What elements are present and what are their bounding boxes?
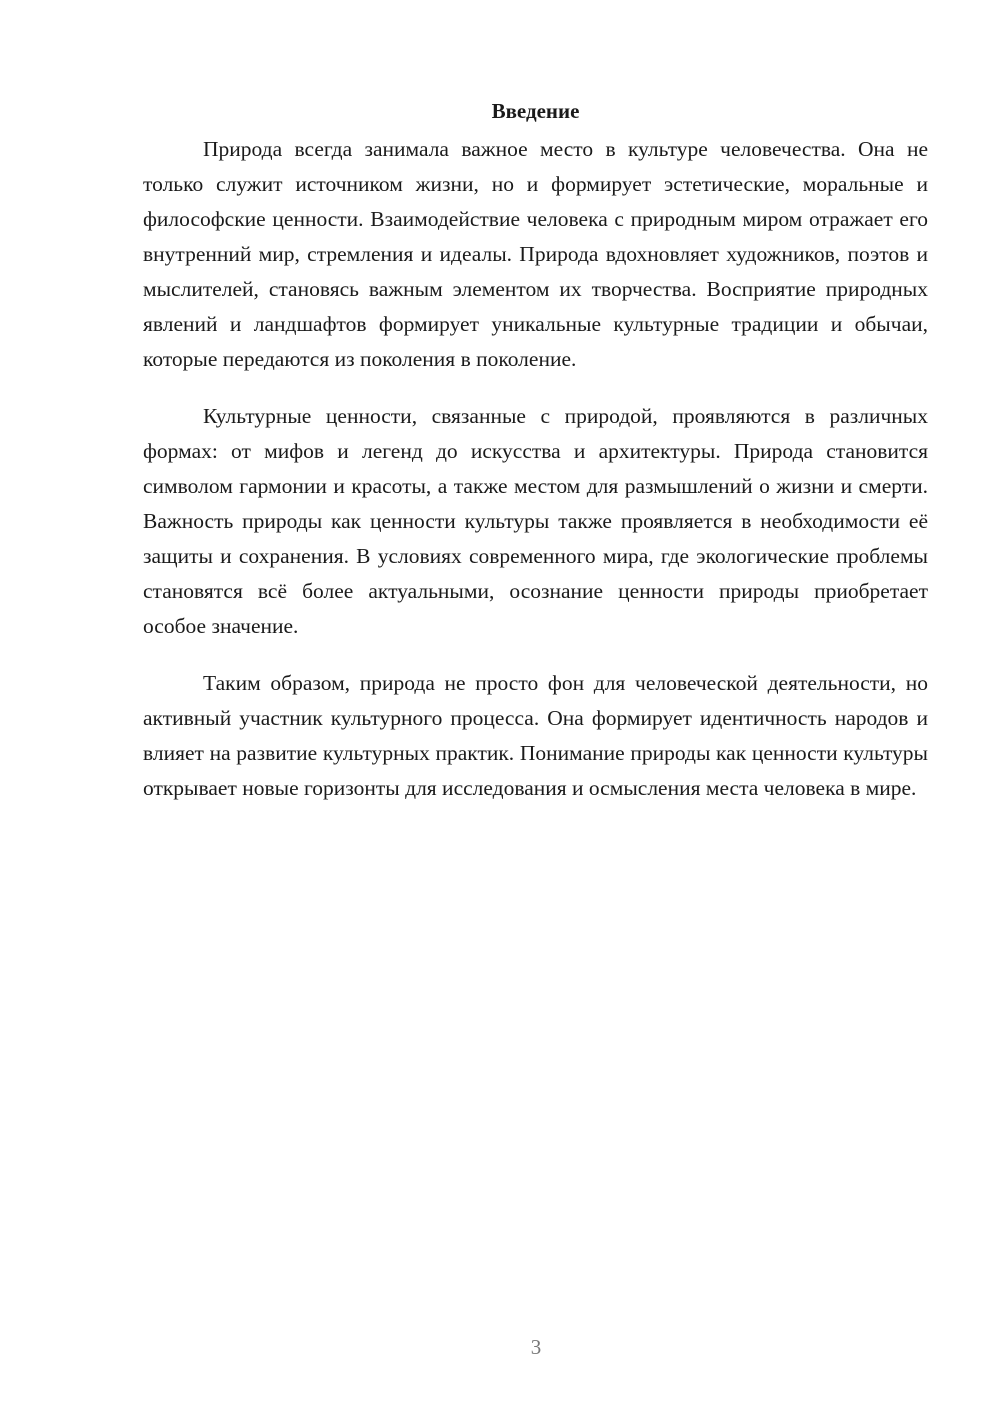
paragraph-3: Таким образом, природа не просто фон для человеческой деятельности, но активный участник культурного процесса. Она формирует идентичность народов и влияет на развитие культурных практик. Понимание природы как ценности культуры открывает новые горизонты для исследования и осмысления места человека в мире. <box>143 671 928 800</box>
page-number: 3 <box>530 1335 542 1359</box>
paragraph-1: Природа всегда занимала важное место в культуре человечества. Она не только служит источником жизни, но и формирует эстетические, моральные и философские ценности. Взаимодействие человека с природным миром отражает его внутренний мир, стремления и идеалы. Природа вдохновляет художников, поэтов и мыслителей, становясь важным элементом их творчества. Восприятие природных явлений и ландшафтов формирует уникальные культурные традиции и обычаи, которые передаются из поколения в поколение. <box>143 137 928 371</box>
page-content <box>143 96 928 828</box>
section-title: Введение <box>491 99 580 123</box>
paragraph-2: Культурные ценности, связанные с природой, проявляются в различных формах: от мифов и легенд до искусства и архитектуры. Природа становится символом гармонии и красоты, а также местом для размышлений о жизни и смерти. Важность природы как ценности культуры также проявляется в необходимости её защиты и сохранения. В условиях современного мира, где экологические проблемы становятся всё более актуальными, осознание ценности природы приобретает особое значение. <box>143 404 928 638</box>
